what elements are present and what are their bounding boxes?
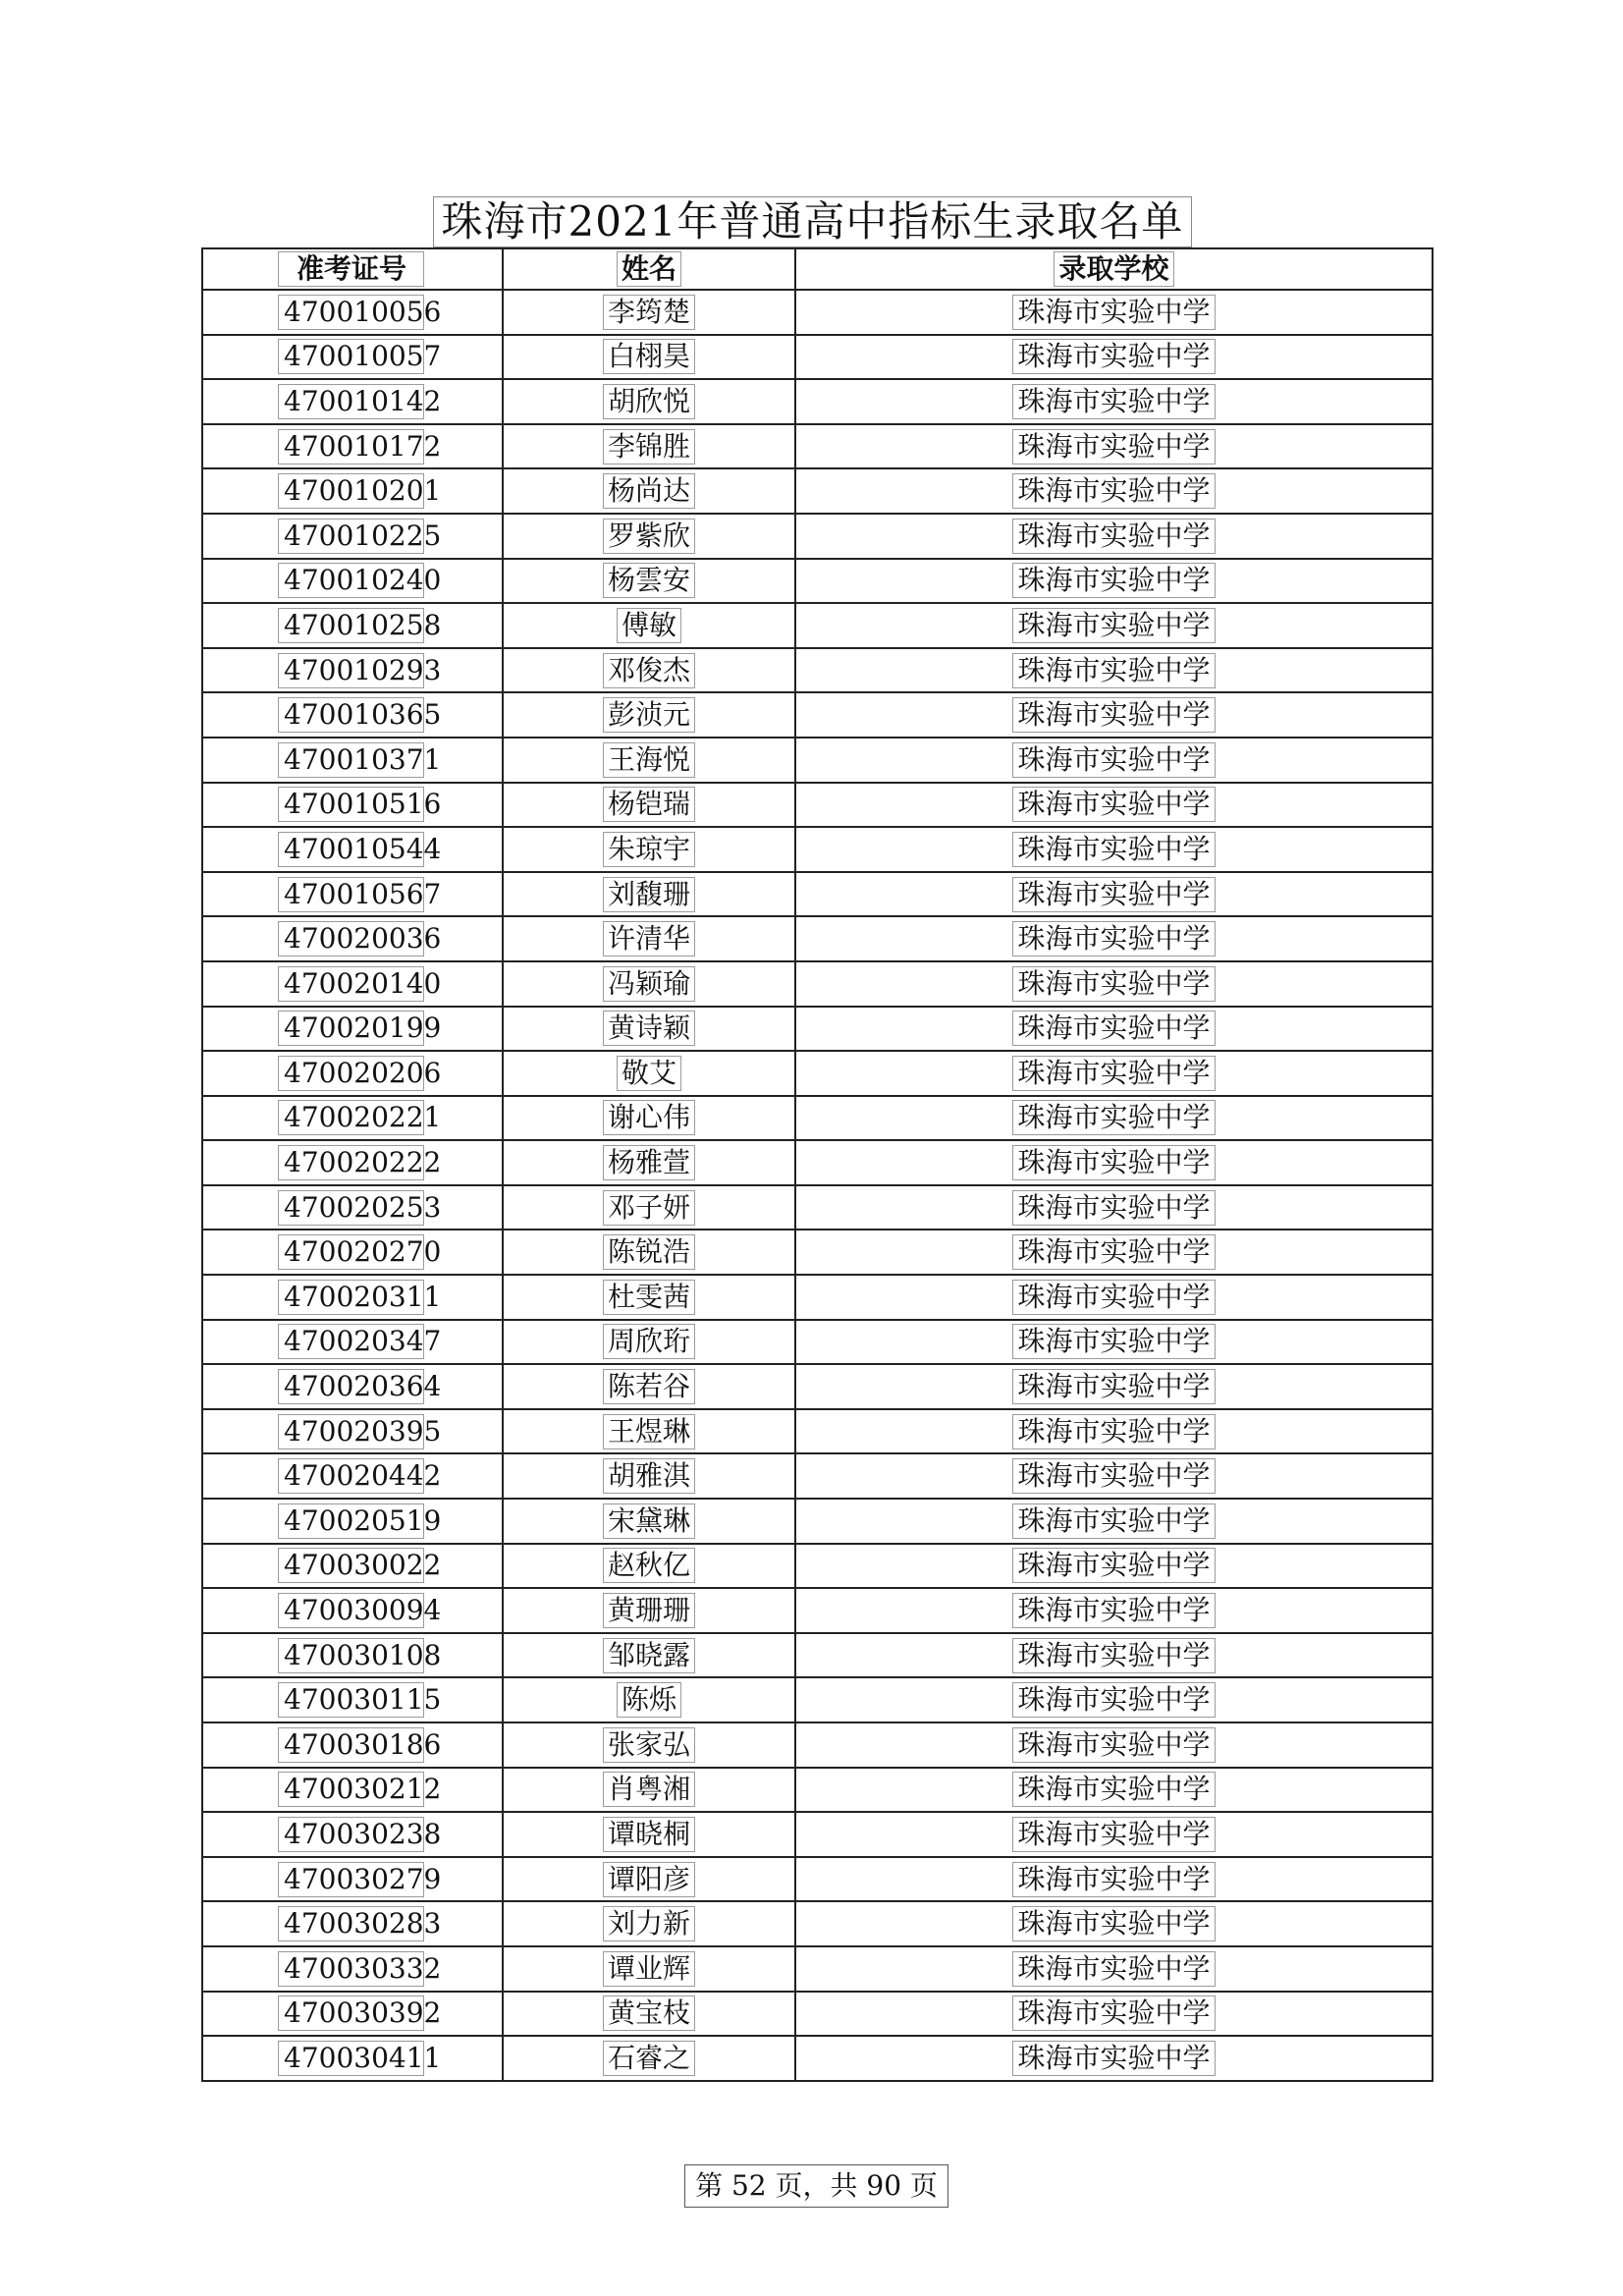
row-name: 石睿之	[603, 2041, 695, 2076]
row-school: 珠海市实验中学	[1012, 1100, 1215, 1135]
table-row	[202, 1857, 1433, 1902]
row-name-cell	[503, 514, 795, 559]
row-name-cell	[503, 1185, 795, 1230]
row-id-cell	[202, 514, 503, 559]
row-school: 珠海市实验中学	[1012, 966, 1215, 1002]
row-school-cell	[795, 1901, 1433, 1946]
row-name-cell	[503, 290, 795, 335]
row-id: 470030212	[278, 1772, 424, 1807]
table-body	[202, 248, 1433, 2081]
row-id: 470010056	[278, 295, 424, 330]
row-school-cell	[795, 1275, 1433, 1320]
row-id-cell	[202, 1499, 503, 1544]
row-name-cell	[503, 1140, 795, 1185]
row-id: 470010371	[278, 742, 424, 778]
row-name: 杨雲安	[603, 563, 695, 598]
row-school-cell	[795, 424, 1433, 469]
row-school-cell	[795, 603, 1433, 648]
row-school-cell	[795, 1857, 1433, 1902]
row-id: 470020442	[278, 1458, 424, 1494]
row-name-cell	[503, 916, 795, 961]
row-school-cell	[795, 1453, 1433, 1499]
row-id-cell	[202, 2036, 503, 2081]
row-id: 470020270	[278, 1234, 424, 1270]
table-row	[202, 1812, 1433, 1857]
table-row	[202, 1453, 1433, 1499]
row-name-cell	[503, 692, 795, 738]
row-name-cell	[503, 2036, 795, 2081]
row-name: 陈锐浩	[603, 1234, 695, 1270]
row-name: 陈烁	[617, 1682, 681, 1718]
table-row	[202, 1140, 1433, 1185]
row-id-cell	[202, 961, 503, 1007]
row-name-cell	[503, 1320, 795, 1365]
row-school-cell	[795, 1051, 1433, 1096]
table-row	[202, 827, 1433, 872]
row-id-cell	[202, 379, 503, 424]
row-school: 珠海市实验中学	[1012, 1772, 1215, 1807]
row-id-cell	[202, 290, 503, 335]
row-school-cell	[795, 1320, 1433, 1365]
row-id-cell	[202, 1096, 503, 1141]
row-id: 470020364	[278, 1369, 424, 1404]
table-row	[202, 2036, 1433, 2081]
row-id: 470010172	[278, 429, 424, 465]
table-row	[202, 1185, 1433, 1230]
row-school-cell	[795, 1544, 1433, 1589]
table-row	[202, 783, 1433, 828]
row-name-cell	[503, 603, 795, 648]
row-id-cell	[202, 648, 503, 693]
title-wrap	[201, 196, 1424, 247]
table-row	[202, 1051, 1433, 1096]
row-id: 470010142	[278, 384, 424, 419]
row-name: 李筠楚	[603, 295, 695, 330]
row-name: 刘馥珊	[603, 877, 695, 912]
row-id-cell	[202, 1588, 503, 1633]
row-id-cell	[202, 559, 503, 604]
row-id-cell	[202, 738, 503, 783]
table-row	[202, 872, 1433, 917]
row-school-cell	[795, 1812, 1433, 1857]
row-id-cell	[202, 1364, 503, 1409]
row-name: 杜雯茜	[603, 1280, 695, 1315]
row-school-cell	[795, 290, 1433, 335]
row-name: 许清华	[603, 921, 695, 957]
header-id-cell	[202, 248, 503, 290]
row-id-cell	[202, 1409, 503, 1454]
row-id-cell	[202, 1051, 503, 1096]
row-id-cell	[202, 827, 503, 872]
row-id: 470030108	[278, 1638, 424, 1673]
row-school: 珠海市实验中学	[1012, 473, 1215, 509]
row-id: 470020222	[278, 1145, 424, 1180]
row-id-cell	[202, 1857, 503, 1902]
row-id-cell	[202, 1812, 503, 1857]
row-id-cell	[202, 1722, 503, 1768]
table-row	[202, 648, 1433, 693]
row-name: 杨尚达	[603, 473, 695, 509]
row-id: 470030332	[278, 1951, 424, 1987]
row-id-cell	[202, 692, 503, 738]
row-school-cell	[795, 827, 1433, 872]
row-id: 470030392	[278, 1995, 424, 2031]
header-name: 姓名	[617, 251, 681, 287]
row-name-cell	[503, 1946, 795, 1992]
table-row	[202, 1901, 1433, 1946]
table-row	[202, 1992, 1433, 2037]
row-id-cell	[202, 1946, 503, 1992]
row-name: 胡欣悦	[603, 384, 695, 419]
row-name-cell	[503, 1722, 795, 1768]
row-school-cell	[795, 648, 1433, 693]
row-name: 宋黛琳	[603, 1503, 695, 1539]
row-id: 470030115	[278, 1682, 424, 1718]
row-name: 杨雅萱	[603, 1145, 695, 1180]
row-name-cell	[503, 424, 795, 469]
row-id: 470010057	[278, 339, 424, 374]
row-id: 470010365	[278, 697, 424, 733]
header-name-cell	[503, 248, 795, 290]
table-row	[202, 424, 1433, 469]
row-name: 冯颖瑜	[603, 966, 695, 1002]
row-name-cell	[503, 1992, 795, 2037]
row-id: 470020036	[278, 921, 424, 957]
row-school: 珠海市实验中学	[1012, 339, 1215, 374]
row-id-cell	[202, 1140, 503, 1185]
row-school: 珠海市实验中学	[1012, 1056, 1215, 1091]
row-school: 珠海市实验中学	[1012, 1503, 1215, 1539]
row-school: 珠海市实验中学	[1012, 295, 1215, 330]
row-id: 470020199	[278, 1011, 424, 1046]
row-name: 李锦胜	[603, 429, 695, 465]
row-id: 470030186	[278, 1727, 424, 1763]
table-row	[202, 1677, 1433, 1722]
row-name: 谢心伟	[603, 1100, 695, 1135]
row-school: 珠海市实验中学	[1012, 1817, 1215, 1852]
row-name: 邓俊杰	[603, 653, 695, 688]
row-name-cell	[503, 1544, 795, 1589]
row-school-cell	[795, 1409, 1433, 1454]
row-name: 陈若谷	[603, 1369, 695, 1404]
table-row	[202, 1275, 1433, 1320]
row-name: 邓子妍	[603, 1190, 695, 1226]
row-id: 470020395	[278, 1414, 424, 1449]
row-school: 珠海市实验中学	[1012, 1190, 1215, 1226]
row-name: 赵秋亿	[603, 1548, 695, 1583]
row-school: 珠海市实验中学	[1012, 1414, 1215, 1449]
row-name-cell	[503, 1409, 795, 1454]
row-school-cell	[795, 1722, 1433, 1768]
row-name: 傅敏	[617, 608, 681, 643]
row-school: 珠海市实验中学	[1012, 1862, 1215, 1897]
table-row	[202, 916, 1433, 961]
row-name: 肖粤湘	[603, 1772, 695, 1807]
row-school-cell	[795, 1140, 1433, 1185]
row-school-cell	[795, 1633, 1433, 1678]
row-school-cell	[795, 1364, 1433, 1409]
row-school-cell	[795, 2036, 1433, 2081]
row-school: 珠海市实验中学	[1012, 519, 1215, 554]
row-school-cell	[795, 468, 1433, 514]
row-id-cell	[202, 783, 503, 828]
table-row	[202, 738, 1433, 783]
table-row	[202, 603, 1433, 648]
row-school: 珠海市实验中学	[1012, 1951, 1215, 1987]
row-school-cell	[795, 559, 1433, 604]
table-row	[202, 379, 1433, 424]
row-school: 珠海市实验中学	[1012, 1280, 1215, 1315]
row-school-cell	[795, 1946, 1433, 1992]
row-name-cell	[503, 1007, 795, 1052]
row-school: 珠海市实验中学	[1012, 608, 1215, 643]
row-name-cell	[503, 1588, 795, 1633]
table-row	[202, 468, 1433, 514]
row-id-cell	[202, 1544, 503, 1589]
table-row	[202, 961, 1433, 1007]
row-school-cell	[795, 738, 1433, 783]
table-row	[202, 514, 1433, 559]
row-name-cell	[503, 1051, 795, 1096]
row-name-cell	[503, 1812, 795, 1857]
row-id-cell	[202, 1992, 503, 2037]
table-row	[202, 1230, 1433, 1275]
row-id-cell	[202, 1007, 503, 1052]
row-name: 王煜琳	[603, 1414, 695, 1449]
row-id: 470010516	[278, 787, 424, 822]
row-id: 470010240	[278, 563, 424, 598]
admission-table	[201, 247, 1434, 2082]
row-name: 敬艾	[617, 1056, 681, 1091]
row-name-cell	[503, 738, 795, 783]
row-name-cell	[503, 335, 795, 380]
row-school: 珠海市实验中学	[1012, 1727, 1215, 1763]
row-id-cell	[202, 1453, 503, 1499]
row-name-cell	[503, 379, 795, 424]
row-id-cell	[202, 1185, 503, 1230]
row-name-cell	[503, 872, 795, 917]
row-name-cell	[503, 1768, 795, 1813]
row-id: 470010258	[278, 608, 424, 643]
row-name: 杨铠瑞	[603, 787, 695, 822]
row-id-cell	[202, 1633, 503, 1678]
row-name: 张家弘	[603, 1727, 695, 1763]
table-row	[202, 1364, 1433, 1409]
row-school: 珠海市实验中学	[1012, 563, 1215, 598]
row-school: 珠海市实验中学	[1012, 921, 1215, 957]
header-id: 准考证号	[278, 251, 424, 287]
row-id-cell	[202, 1901, 503, 1946]
row-school-cell	[795, 379, 1433, 424]
table-row	[202, 1633, 1433, 1678]
row-name: 王海悦	[603, 742, 695, 778]
row-school-cell	[795, 1499, 1433, 1544]
header-school: 录取学校	[1054, 251, 1173, 287]
row-school: 珠海市实验中学	[1012, 697, 1215, 733]
row-school: 珠海市实验中学	[1012, 1369, 1215, 1404]
row-school-cell	[795, 1185, 1433, 1230]
row-name: 朱琼宇	[603, 832, 695, 867]
row-id-cell	[202, 424, 503, 469]
row-id: 470020519	[278, 1503, 424, 1539]
row-name-cell	[503, 1677, 795, 1722]
row-school: 珠海市实验中学	[1012, 1593, 1215, 1628]
row-name: 黄诗颖	[603, 1011, 695, 1046]
table-row	[202, 290, 1433, 335]
row-name-cell	[503, 1901, 795, 1946]
table-row	[202, 1544, 1433, 1589]
row-id: 470030238	[278, 1817, 424, 1852]
row-name-cell	[503, 1857, 795, 1902]
row-school-cell	[795, 1588, 1433, 1633]
row-id: 470020140	[278, 966, 424, 1002]
row-name: 白栩昊	[603, 339, 695, 374]
row-school: 珠海市实验中学	[1012, 1458, 1215, 1494]
row-school-cell	[795, 1230, 1433, 1275]
row-school: 珠海市实验中学	[1012, 1638, 1215, 1673]
row-id: 470020253	[278, 1190, 424, 1226]
row-id: 470020347	[278, 1324, 424, 1359]
row-school: 珠海市实验中学	[1012, 1145, 1215, 1180]
row-id: 470010201	[278, 473, 424, 509]
row-school: 珠海市实验中学	[1012, 1324, 1215, 1359]
header-school-cell	[795, 248, 1433, 290]
row-school: 珠海市实验中学	[1012, 384, 1215, 419]
row-school: 珠海市实验中学	[1012, 787, 1215, 822]
row-id-cell	[202, 335, 503, 380]
row-id-cell	[202, 1768, 503, 1813]
table-header-row	[202, 248, 1433, 290]
row-school: 珠海市实验中学	[1012, 1234, 1215, 1270]
row-name-cell	[503, 783, 795, 828]
row-name-cell	[503, 1096, 795, 1141]
row-name: 罗紫欣	[603, 519, 695, 554]
table-row	[202, 335, 1433, 380]
row-school: 珠海市实验中学	[1012, 1995, 1215, 2031]
row-school: 珠海市实验中学	[1012, 429, 1215, 465]
row-id-cell	[202, 872, 503, 917]
row-name-cell	[503, 559, 795, 604]
table-row	[202, 1096, 1433, 1141]
row-id-cell	[202, 1230, 503, 1275]
row-id: 470020206	[278, 1056, 424, 1091]
table-row	[202, 1946, 1433, 1992]
row-name: 彭浈元	[603, 697, 695, 733]
row-school-cell	[795, 692, 1433, 738]
row-name-cell	[503, 648, 795, 693]
document-title: 珠海市2021年普通高中指标生录取名单	[433, 196, 1193, 247]
row-school: 珠海市实验中学	[1012, 2041, 1215, 2076]
row-name-cell	[503, 1633, 795, 1678]
row-school-cell	[795, 1677, 1433, 1722]
row-school-cell	[795, 1096, 1433, 1141]
row-id-cell	[202, 1275, 503, 1320]
row-id-cell	[202, 1677, 503, 1722]
row-name: 邹晓露	[603, 1638, 695, 1673]
row-name: 刘力新	[603, 1906, 695, 1941]
row-id-cell	[202, 603, 503, 648]
row-id: 470030022	[278, 1548, 424, 1583]
row-name: 谭阳彦	[603, 1862, 695, 1897]
table-row	[202, 1588, 1433, 1633]
row-school: 珠海市实验中学	[1012, 653, 1215, 688]
table-row	[202, 559, 1433, 604]
row-name: 谭晓桐	[603, 1817, 695, 1852]
row-name-cell	[503, 468, 795, 514]
row-name-cell	[503, 1453, 795, 1499]
page-footer: 第 52 页，共 90 页	[684, 2164, 948, 2208]
row-name: 黄珊珊	[603, 1593, 695, 1628]
row-id: 470030094	[278, 1593, 424, 1628]
table-row	[202, 1722, 1433, 1768]
row-name: 周欣珩	[603, 1324, 695, 1359]
row-school: 珠海市实验中学	[1012, 742, 1215, 778]
row-school-cell	[795, 1992, 1433, 2037]
row-name-cell	[503, 961, 795, 1007]
row-school-cell	[795, 335, 1433, 380]
row-school-cell	[795, 1007, 1433, 1052]
row-school: 珠海市实验中学	[1012, 1906, 1215, 1941]
row-school-cell	[795, 961, 1433, 1007]
table-row	[202, 1499, 1433, 1544]
row-id: 470010293	[278, 653, 424, 688]
row-name-cell	[503, 1275, 795, 1320]
table-row	[202, 1768, 1433, 1813]
row-school-cell	[795, 1768, 1433, 1813]
row-name: 谭业辉	[603, 1951, 695, 1987]
row-id: 470020311	[278, 1280, 424, 1315]
row-school-cell	[795, 872, 1433, 917]
row-id: 470030283	[278, 1906, 424, 1941]
row-school: 珠海市实验中学	[1012, 1548, 1215, 1583]
row-school: 珠海市实验中学	[1012, 1682, 1215, 1718]
row-school: 珠海市实验中学	[1012, 877, 1215, 912]
row-school: 珠海市实验中学	[1012, 1011, 1215, 1046]
row-name-cell	[503, 1364, 795, 1409]
row-id: 470030279	[278, 1862, 424, 1897]
footer-wrap	[0, 2164, 1623, 2208]
row-name: 黄宝枝	[603, 1995, 695, 2031]
row-school-cell	[795, 783, 1433, 828]
row-name-cell	[503, 1499, 795, 1544]
row-id: 470020221	[278, 1100, 424, 1135]
table-row	[202, 692, 1433, 738]
table-row	[202, 1007, 1433, 1052]
table-row	[202, 1320, 1433, 1365]
row-name-cell	[503, 827, 795, 872]
row-school: 珠海市实验中学	[1012, 832, 1215, 867]
row-id: 470030411	[278, 2041, 424, 2076]
row-school-cell	[795, 514, 1433, 559]
row-name-cell	[503, 1230, 795, 1275]
row-id: 470010567	[278, 877, 424, 912]
row-id: 470010225	[278, 519, 424, 554]
row-id-cell	[202, 1320, 503, 1365]
row-id-cell	[202, 468, 503, 514]
row-id: 470010544	[278, 832, 424, 867]
row-school-cell	[795, 916, 1433, 961]
row-id-cell	[202, 916, 503, 961]
row-name: 胡雅淇	[603, 1458, 695, 1494]
table-row	[202, 1409, 1433, 1454]
